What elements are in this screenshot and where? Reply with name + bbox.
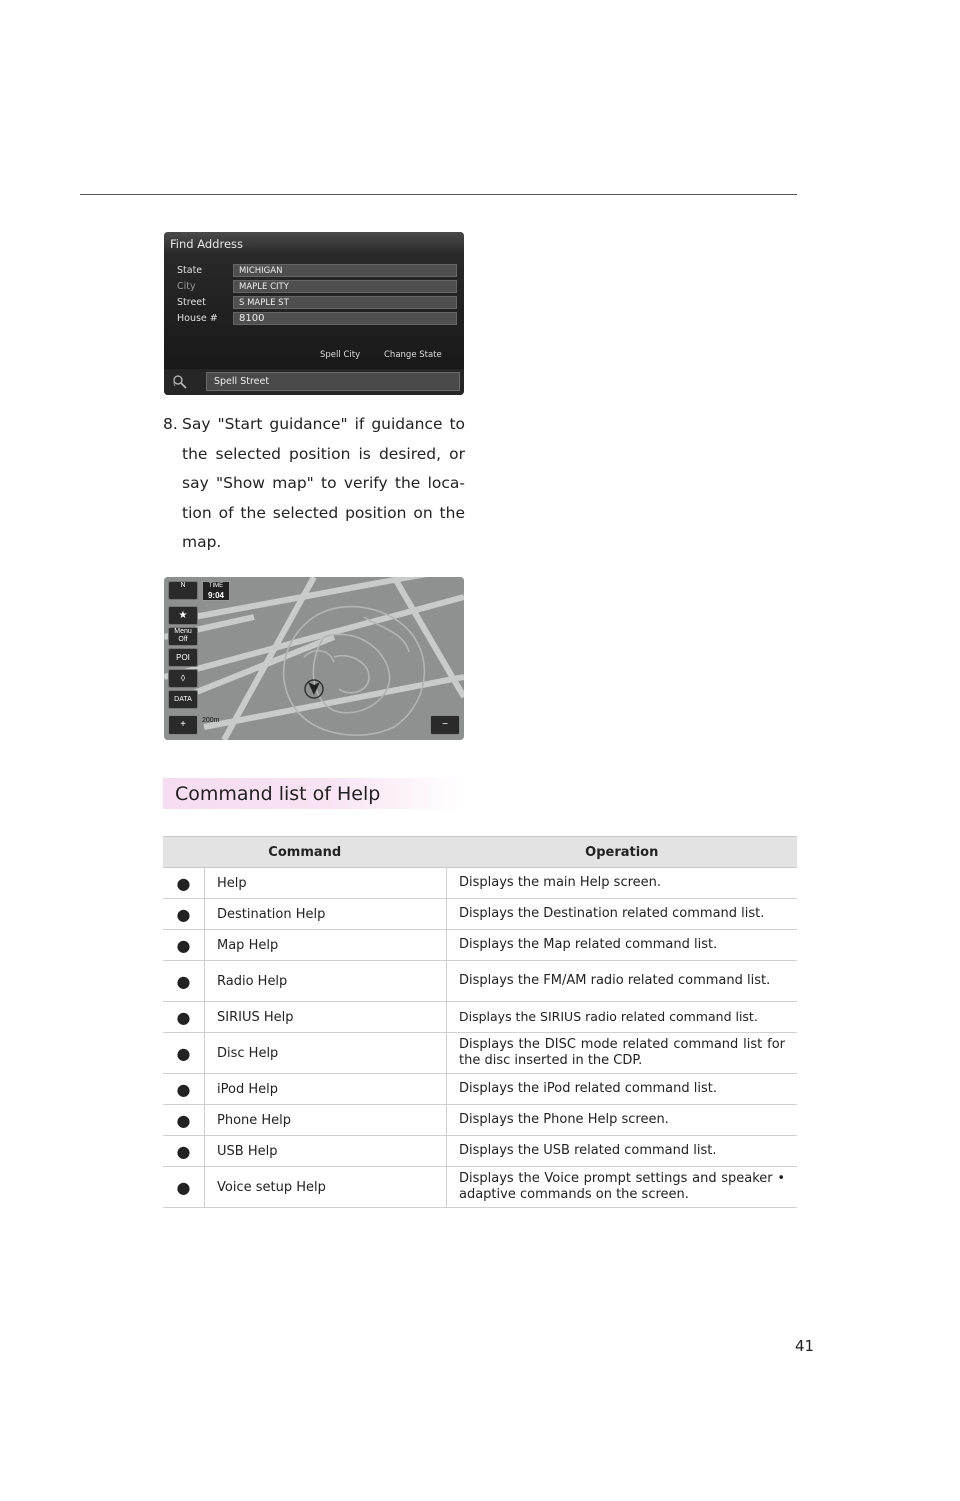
bullet-icon: ● — [163, 930, 205, 961]
operation-cell: Displays the iPod related command list. — [447, 1074, 798, 1105]
command-cell: SIRIUS Help — [205, 1002, 447, 1033]
command-cell: Radio Help — [205, 961, 447, 1002]
operation-cell: Displays the FM/AM radio related command list. — [447, 961, 798, 1002]
map-scale: 200m — [202, 717, 220, 724]
page-number: 41 — [795, 1337, 815, 1355]
command-cell: Voice setup Help — [205, 1167, 447, 1208]
change-state-button[interactable]: Change State — [384, 350, 442, 360]
spell-city-button[interactable]: Spell City — [320, 350, 361, 360]
table-row — [163, 930, 797, 961]
table-row — [163, 1074, 797, 1105]
find-address-title: Find Address — [170, 237, 244, 251]
time-value: 9:04 — [207, 591, 224, 600]
command-cell: Map Help — [205, 930, 447, 961]
time-label: TIME — [208, 583, 224, 589]
operation-cell: Displays the DISC mode related command list for the disc inserted in the CDP. — [447, 1033, 798, 1074]
compass-button[interactable]: N — [168, 581, 198, 600]
table-row — [163, 1105, 797, 1136]
map-screenshot — [164, 577, 464, 740]
table-row — [163, 1002, 797, 1033]
table-row — [163, 899, 797, 930]
voice-icon — [172, 374, 188, 390]
step-8 — [163, 410, 465, 558]
bullet-icon: ● — [163, 1136, 205, 1167]
command-cell: USB Help — [205, 1136, 447, 1167]
bullet-icon: ● — [163, 1002, 205, 1033]
zoom-in-button[interactable]: + — [168, 715, 198, 735]
section-title: Command list of Help — [175, 783, 381, 805]
table-row — [163, 961, 797, 1002]
command-cell: Destination Help — [205, 899, 447, 930]
operation-cell: Displays the USB related command list. — [447, 1136, 798, 1167]
street-row[interactable] — [164, 296, 464, 310]
house-row[interactable] — [164, 312, 464, 326]
header-command: Command — [163, 837, 447, 868]
step-number: 8. — [163, 415, 178, 433]
table-row — [163, 1033, 797, 1074]
poi-button[interactable]: POI — [168, 648, 198, 667]
bullet-icon: ● — [163, 1033, 205, 1074]
view-mode-icon: ◊ — [180, 673, 186, 683]
header-operation: Operation — [447, 837, 798, 868]
command-cell: Disc Help — [205, 1033, 447, 1074]
step-text: Say "Start guidance" if guidance to the selected position is desired, or say "Show map" to verify the loca-tion of the selected position on the map. — [182, 415, 465, 551]
house-value[interactable]: 8100 — [233, 312, 457, 325]
street-label: Street — [177, 297, 206, 308]
time-display — [202, 581, 230, 601]
bullet-icon: ● — [163, 1167, 205, 1208]
state-value[interactable]: MICHIGAN — [233, 264, 457, 277]
operation-cell: Displays the SIRIUS radio related command list. — [447, 1002, 798, 1033]
house-label: House # — [177, 313, 218, 324]
operation-cell: Displays the Phone Help screen. — [447, 1105, 798, 1136]
operation-cell: Displays the main Help screen. — [447, 868, 798, 899]
command-table — [163, 836, 797, 1208]
operation-cell: Displays the Map related command list. — [447, 930, 798, 961]
state-row[interactable] — [164, 264, 464, 278]
city-value[interactable]: MAPLE CITY — [233, 280, 457, 293]
operation-cell: Displays the Voice prompt settings and speaker • adaptive commands on the screen. — [447, 1167, 798, 1208]
xm-data-button[interactable]: DATA — [168, 690, 198, 709]
command-cell: Help — [205, 868, 447, 899]
state-label: State — [177, 265, 203, 276]
operation-cell: Displays the Destination related command list. — [447, 899, 798, 930]
bullet-icon: ● — [163, 1105, 205, 1136]
star-icon: ★ — [178, 610, 188, 621]
table-row — [163, 1167, 797, 1208]
bullet-icon: ● — [163, 899, 205, 930]
bullet-icon: ● — [163, 868, 205, 899]
table-row — [163, 1136, 797, 1167]
favorite-button[interactable] — [168, 606, 198, 625]
command-cell: iPod Help — [205, 1074, 447, 1105]
spell-street-button[interactable]: Spell Street — [206, 372, 460, 391]
street-value[interactable]: S MAPLE ST — [233, 296, 457, 309]
command-cell: Phone Help — [205, 1105, 447, 1136]
view-mode-button[interactable] — [168, 669, 198, 688]
section-header — [163, 778, 463, 809]
zoom-out-button[interactable]: − — [430, 715, 460, 735]
bullet-icon: ● — [163, 961, 205, 1002]
city-label: City — [177, 281, 196, 292]
bullet-icon: ● — [163, 1074, 205, 1105]
menu-off-button[interactable]: Menu Off — [168, 627, 198, 646]
top-rule — [80, 194, 797, 195]
table-row — [163, 868, 797, 899]
find-address-screenshot — [164, 232, 464, 395]
city-row[interactable] — [164, 280, 464, 294]
